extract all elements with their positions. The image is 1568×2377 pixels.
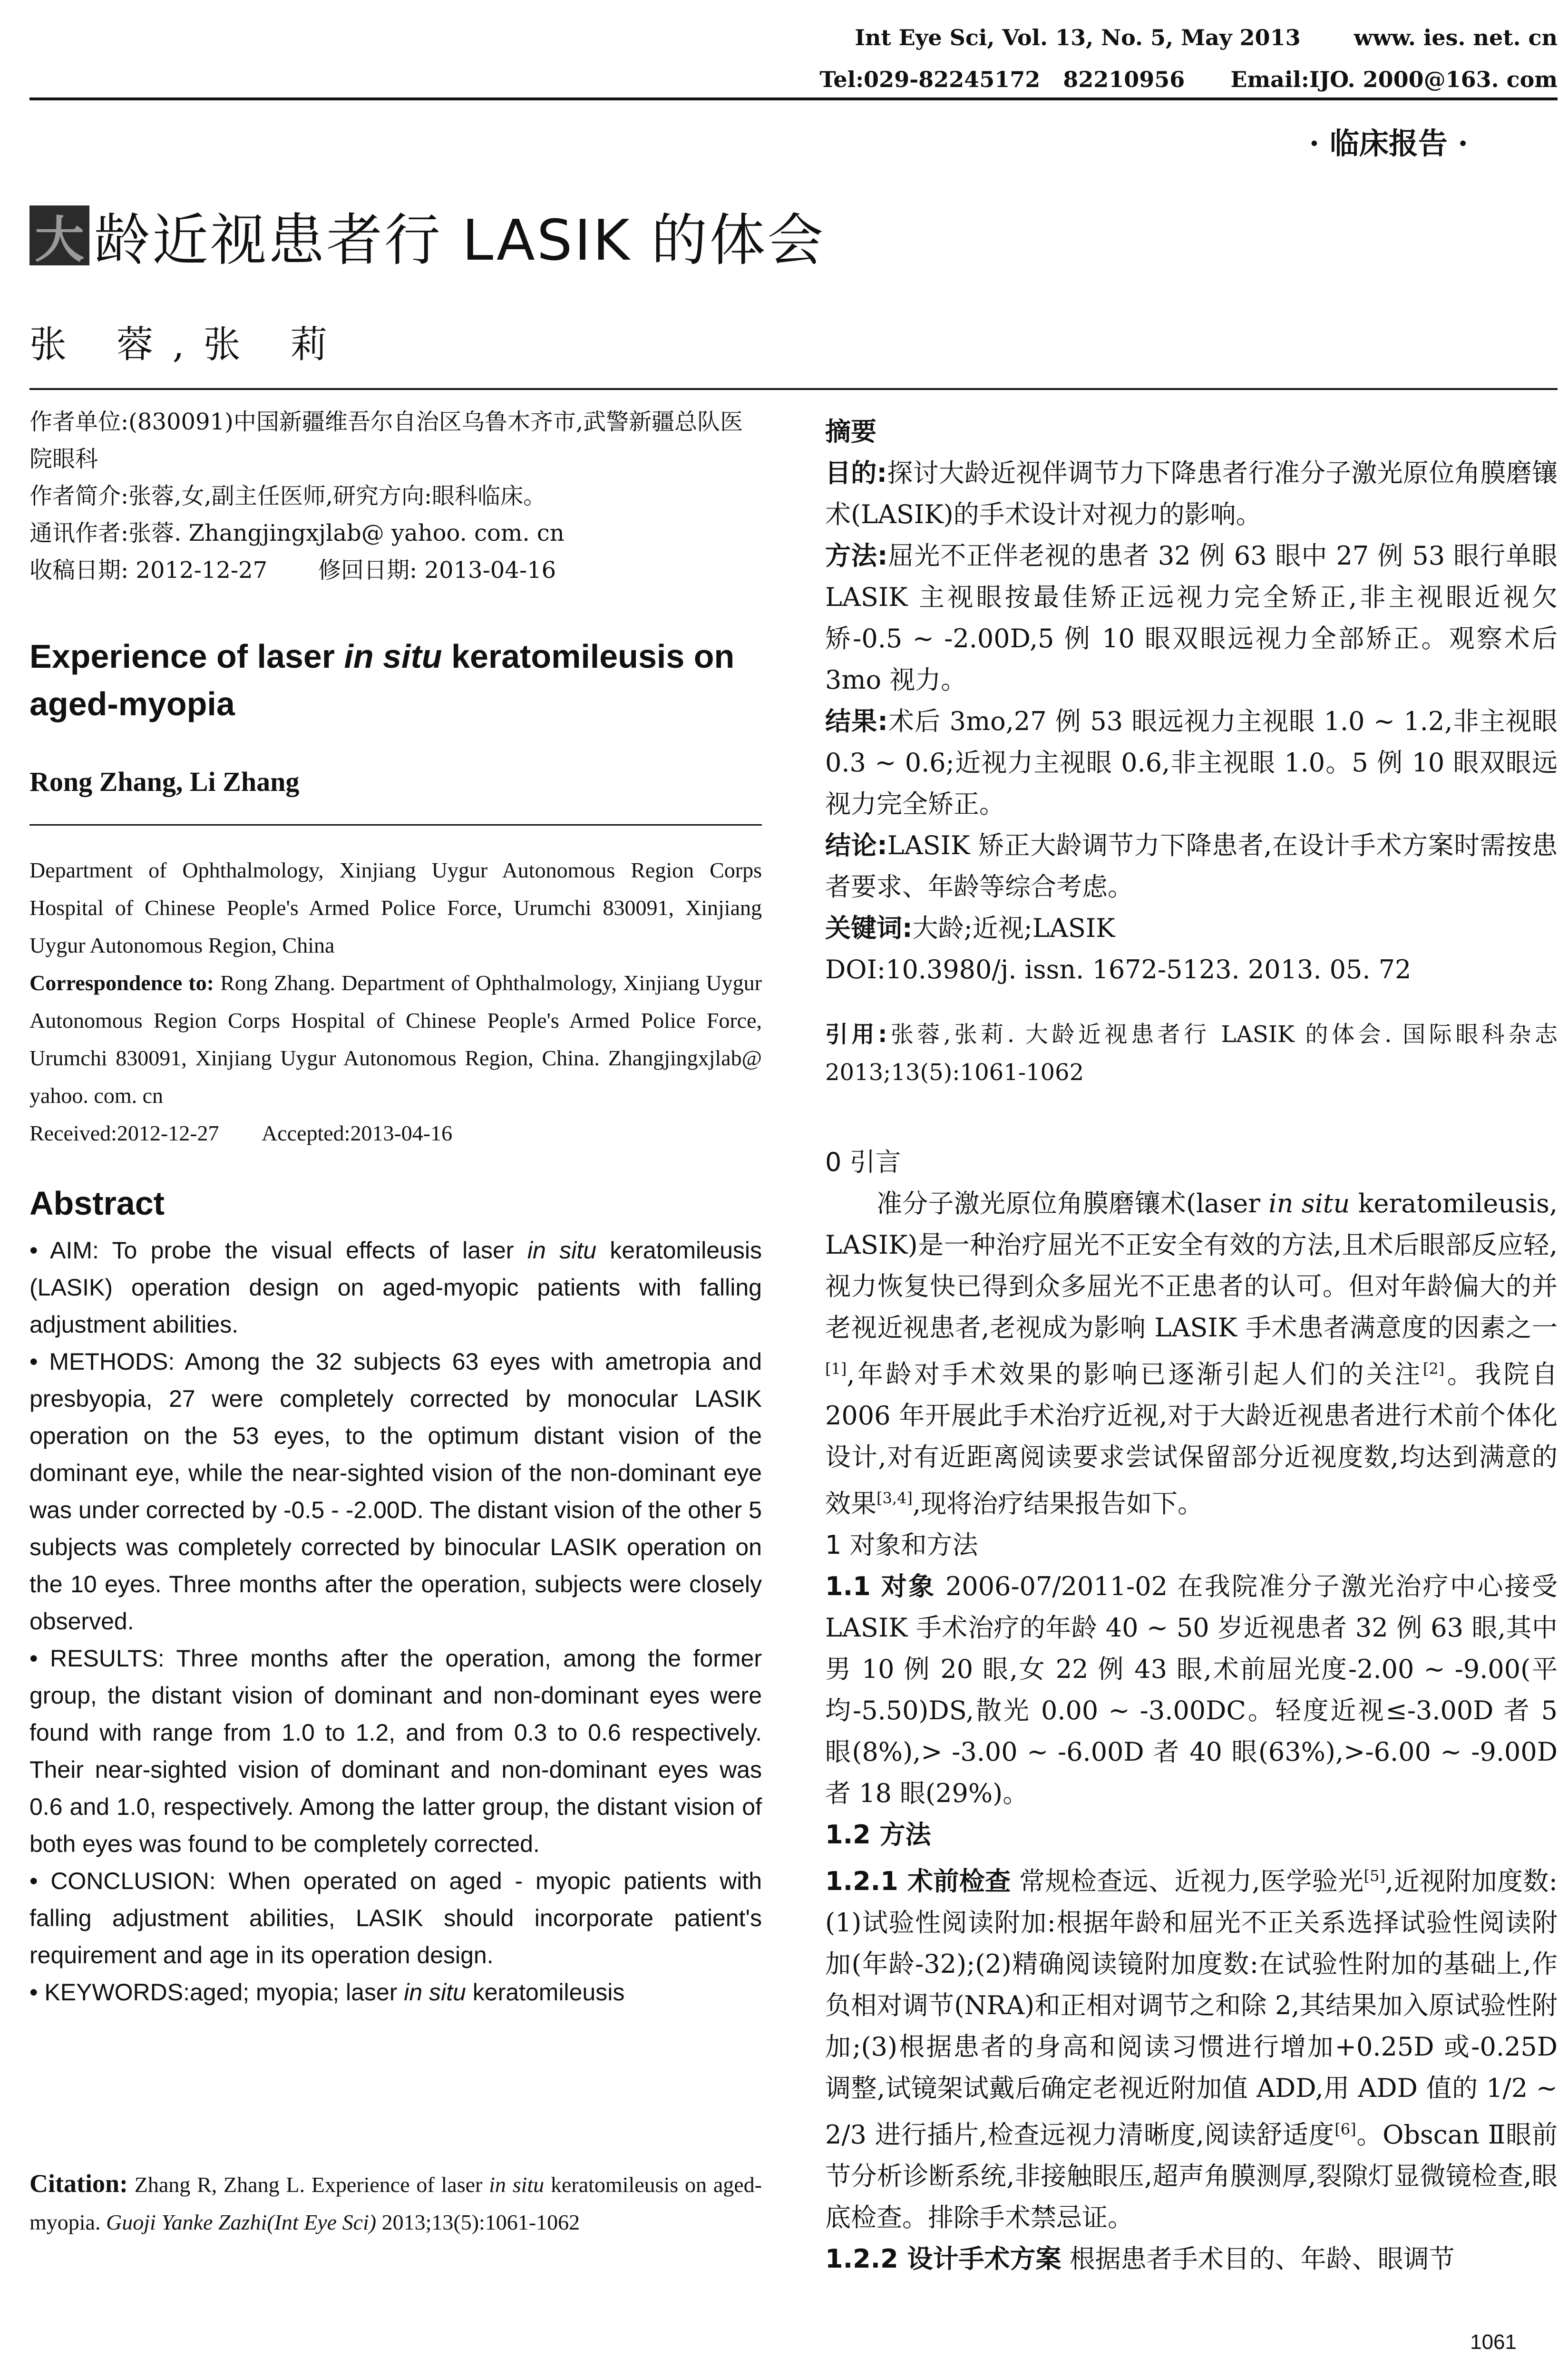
english-correspondence: Correspondence to: Rong Zhang. Department of Ophthalmology, Xinjiang Uygur Autonomous Region Corps Hospital of Chinese People's Armed Police Force, Urumchi 830091, Xinjiang Uygur Autonomous Region, China. Zhangjingxjlab@ yahoo. com. cn (29, 971, 762, 1108)
section-1-2-heading: 1.2 方法 (825, 1820, 931, 1850)
contact-header-line: Tel:029-82245172 82210956 Email:IJO. 2000@163. com (819, 67, 1558, 92)
info-correspondence-cn: 通讯作者:张蓉. Zhangjingxjlab@ yahoo. com. cn (29, 520, 565, 546)
section-1-1: 1.1 对象 2006-07/2011-02 在我院准分子激光治疗中心接受 LASIK 手术治疗的年龄 40 ~ 50 岁近视患者 32 例 63 眼,其中男 10 例 20 眼,女 22 例 43 眼,术前屈光度-2.00 ~ -9.00(平均-5.50)DS,散光 0.00 ~ -3.00DC。轻度近视≤-3.00D 者 5 眼(8%),> -3.00 ~ -6.00D 者 40 眼(63%),>-6.00 ~ -9.00D 者 18 眼(29%)。 (825, 1571, 1558, 1808)
zhaiyao-results: 结果:术后 3mo,27 例 53 眼远视力主视眼 1.0 ~ 1.2,非主视眼 0.3 ~ 0.6;近视力主视眼 0.6,非主视眼 1.0。5 例 10 眼双眼远视力完全矫正。 (825, 706, 1558, 819)
abstract-results: • RESULTS: Three months after the operation, among the former group, the distant vision of dominant and non-dominant eyes were found with range from 1.0 to 1.2, and from 0.3 to 0.6 respectively. Their near-sighted vision of dominant and non-dominant eyes was 0.6 and 1.0, respectively. Among the latter group, the distant vision of both eyes was found to be completely corrected. (29, 1645, 762, 1857)
zhaiyao-conclusion: 结论:LASIK 矫正大龄调节力下降患者,在设计手术方案时需按患者要求、年龄等综合考虑。 (825, 830, 1558, 902)
section-1-2-2: 1.2.2 设计手术方案 根据患者手术目的、年龄、眼调节 (825, 2244, 1455, 2274)
abstract-aim: • AIM: To probe the visual effects of laser in situ keratomileusis (LASIK) operation design on aged-myopic patients with falling adjustment abilities. (29, 1237, 762, 1338)
chinese-body (825, 1141, 1558, 2280)
abstract-methods: • METHODS: Among the 32 subjects 63 eyes with ametropia and presbyopia, 27 were completely corrected by monocular LASIK operation on the 53 eyes, to the optimum distant vision of the dominant eye, while the near-sighted vision of the non-dominant eye was under corrected by -0.5 - -2.00D. The distant vision of the other 5 subjects was completely corrected by binocular LASIK operation on the 10 eyes. Three months after the operation, subjects were closely observed. (29, 1348, 762, 1635)
info-dates-cn: 收稿日期: 2012-12-27 修回日期: 2013-04-16 (29, 557, 556, 584)
title-rule (29, 388, 1558, 390)
section-1-heading: 1 对象和方法 (825, 1530, 978, 1560)
section-1-2-1: 1.2.1 术前检查 常规检查远、近视力,医学验光[5],近视附加度数:(1)试验性阅读附加:根据年龄和屈光不正关系选择试验性阅读附加(年龄-32);(2)精确阅读镜附加度数:在试验性附加的基础上,作负相对调节(NRA)和正相对调节之和除 2,其结果加入原试验性附加;(3)根据患者的身高和阅读习惯进行增加+0.25D 或-0.25D 调整,试镜架试戴后确定老视近附加值 ADD,用 ADD 值的 1/2 ~ 2/3 进行插片,检查远视力清晰度,阅读舒适度[6]。Obscan Ⅱ眼前节分析诊断系统,非接触眼压,超声角膜测厚,裂隙灯显微镜检查,眼底检查。排除手术禁忌证。 (825, 1866, 1558, 2232)
page-number: 1061 (1470, 2330, 1517, 2354)
english-title: Experience of laser in situ keratomileusis on aged-myopia (29, 638, 735, 722)
section-tag: · 临床报告 · (1309, 126, 1468, 161)
zhaiyao-doi: DOI:10.3980/j. issn. 1672-5123. 2013. 05. 72 (825, 955, 1412, 984)
authors-cn: 张 蓉,张 莉 (29, 323, 347, 366)
journal-header-line: Int Eye Sci, Vol. 13, No. 5, May 2013 www. ies. net. cn (855, 25, 1558, 50)
abstract-conclusion: • CONCLUSION: When operated on aged - myopic patients with falling adjustment abilities, LASIK should incorporate patient's requirement and age in its operation design. (29, 1868, 762, 1968)
title-text: 龄近视患者行 LASIK 的体会 (94, 207, 826, 273)
chinese-abstract (825, 411, 1558, 990)
section-0-paragraph: 准分子激光原位角膜磨镶术(laser in situ keratomileusis, LASIK)是一种治疗屈光不正安全有效的方法,且术后眼部反应轻,视力恢复快已得到众多屈光不正患者的认可。但对年龄偏大的并老视近视患者,老视成为影响 LASIK 手术患者满意度的因素之一[1],年龄对手术效果的影响已逐渐引起人们的关注[2]。我院自 2006 年开展此手术治疗近视,对于大龄近视患者进行术前个体化设计,对有近距离阅读要求尝试保留部分近视度数,均达到满意的效果[3,4],现将治疗结果报告如下。 (825, 1188, 1558, 1519)
english-affiliation-block (29, 851, 762, 1152)
section-0-heading: 0 引言 (825, 1147, 901, 1177)
zhaiyao-methods: 方法:屈光不正伴老视的患者 32 例 63 眼中 27 例 53 眼行单眼 LASIK 主视眼按最佳矫正远视力完全矫正,非主视眼近视欠矫-0.5 ~ -2.00D,5 例 10 眼双眼远视力全部矫正。观察术后 3mo 视力。 (825, 541, 1558, 695)
abstract-body (29, 1232, 762, 2011)
info-affiliation-cn: 作者单位:(830091)中国新疆维吾尔自治区乌鲁木齐市,武警新疆总队医院眼科 (29, 409, 743, 472)
header-rule (29, 97, 1558, 100)
chinese-citation: 引用:张蓉,张莉. 大龄近视患者行 LASIK 的体会. 国际眼科杂志 2013;13(5):1061-1062 (825, 1021, 1558, 1086)
english-citation: Citation: Zhang R, Zhang L. Experience of laser in situ keratomileusis on aged-myopia. Guoji Yanke Zazhi(Int Eye Sci) 2013;13(5):1061-1062 (29, 2169, 762, 2234)
info-author-intro-cn: 作者简介:张蓉,女,副主任医师,研究方向:眼科临床。 (29, 483, 546, 509)
zhaiyao-aim: 目的:探讨大龄近视伴调节力下降患者行准分子激光原位角膜磨镶术(LASIK)的手术设计对视力的影响。 (825, 458, 1558, 529)
english-dates: Received:2012-12-27 Accepted:2013-04-16 (29, 1121, 453, 1145)
abstract-heading: Abstract (29, 1185, 165, 1222)
abstract-keywords: • KEYWORDS:aged; myopia; laser in situ keratomileusis (29, 1979, 625, 2006)
title-initial-char: 大 (29, 205, 89, 265)
english-affiliation: Department of Ophthalmology, Xinjiang Uygur Autonomous Region Corps Hospital of Chinese People's Armed Police Force, Urumchi 830091, Xinjiang Uygur Autonomous Region, China (29, 858, 762, 957)
zhaiyao-heading: 摘要 (825, 417, 877, 447)
authors-rule (29, 824, 762, 826)
english-authors: Rong Zhang, Li Zhang (29, 766, 300, 797)
article-title (29, 195, 825, 276)
zhaiyao-keywords: 关键词:大龄;近视;LASIK (825, 913, 1115, 943)
